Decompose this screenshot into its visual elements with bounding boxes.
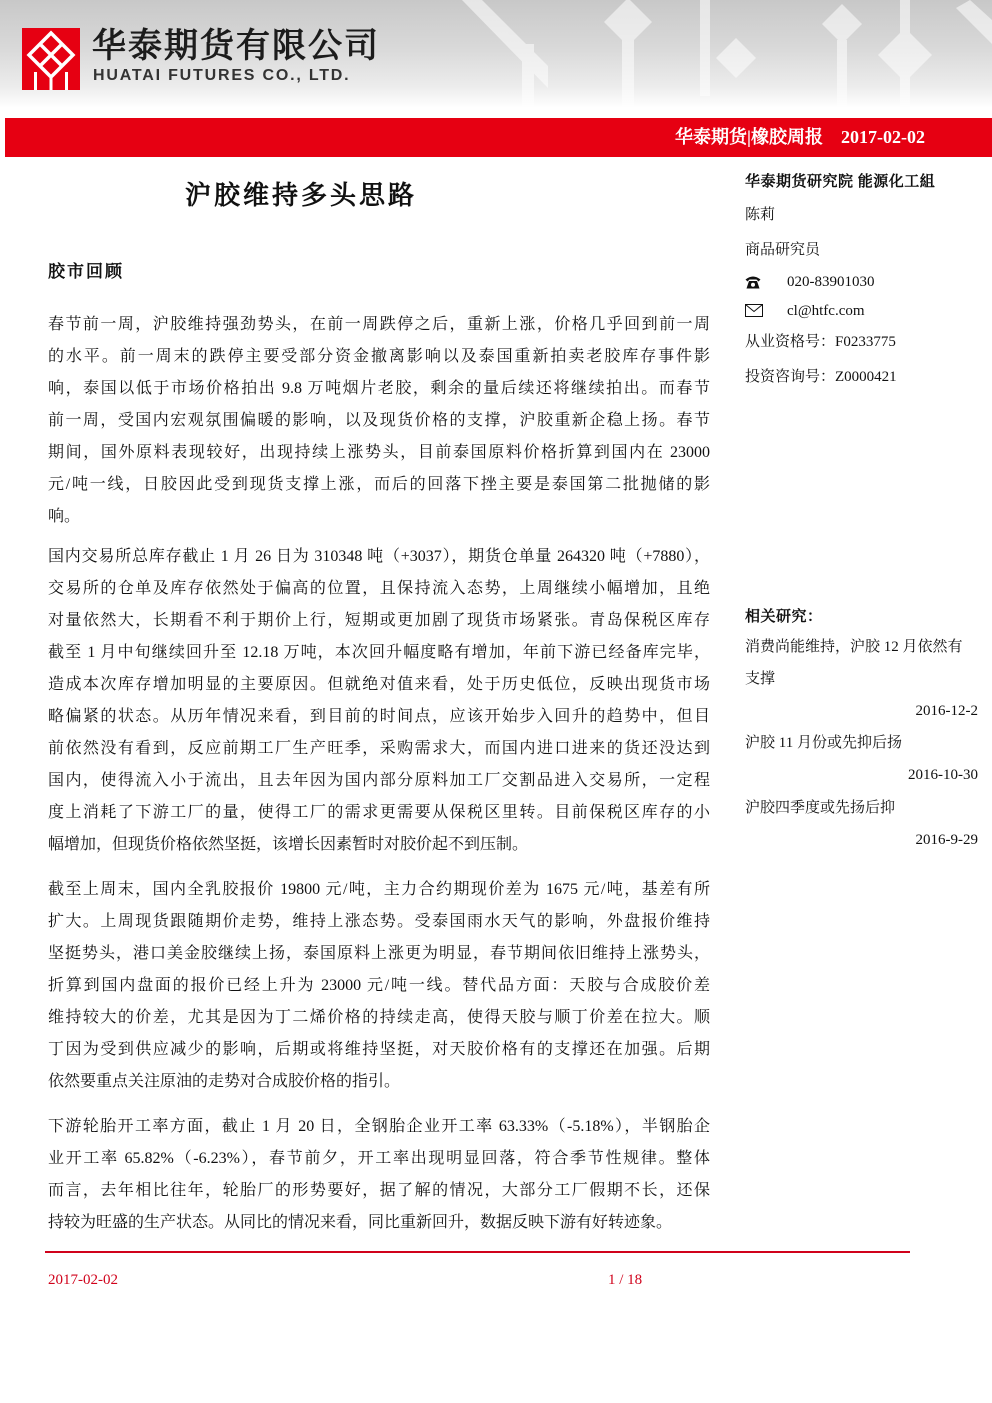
paragraph-line: 业开工率 65.82%（-6.23%），春节前夕，开工率出现明显回落，符合季节性规律。整体 (48, 1150, 710, 1167)
paragraph-line: 期间，国外原料表现较好，出现持续上涨势头，目前泰国原料价格折算到国内在 23000 (48, 444, 710, 461)
banner-text (675, 118, 925, 157)
paragraph-line: 前一周，受国内宏观氛围偏暖的影响，以及现货价格的支撑，沪胶重新企稳上扬。春节 (48, 412, 710, 429)
huatai-logo-icon (22, 28, 80, 90)
paragraph-line: 度上消耗了下游工厂的量，使得工厂的需求更需要从保税区里转。目前保税区库存的小 (48, 804, 710, 821)
analyst-title: 商品研究员 (745, 242, 821, 258)
paragraph-line: 丁因为受到供应减少的影响，后期或将维持坚挺，对天胶价格有的支撑还在加强。后期 (48, 1041, 710, 1058)
paragraph-line: 造成本次库存增加明显的主要原因。但就绝对值来看，处于历史低位，反映出现货市场 (48, 676, 710, 693)
company-name-en: HUATAI FUTURES CO., LTD. (93, 67, 351, 84)
paragraph-line: 扩大。上周现货跟随期价走势，维持上涨态势。受泰国雨水天气的影响，外盘报价维持 (48, 913, 710, 930)
footer-divider (45, 1251, 910, 1253)
report-title: 沪胶维持多头思路 (185, 181, 418, 210)
related-research-date: 2016-10-30 (908, 767, 978, 783)
company-name-cn: 华泰期货有限公司 (92, 26, 380, 66)
paragraph-line: 下游轮胎开工率方面，截止 1 月 20 日，全钢胎企业开工率 63.33%（-5.18%），半钢胎企 (48, 1118, 710, 1135)
paragraph-line: 截至 1 月中旬继续回升至 12.18 万吨，本次回升幅度略有增加，年前下游已经备库完毕， (48, 644, 710, 661)
body-paragraph (48, 309, 710, 533)
paragraph-line: 国内交易所总库存截止 1 月 26 日为 310348 吨（+3037），期货仓单量 264320 吨（+7880）， (48, 548, 710, 565)
body-paragraph (48, 1111, 710, 1239)
footer-date: 2017-02-02 (48, 1272, 118, 1288)
paragraph-line: 交易所的仓单及库存依然处于偏高的位置，且保持流入态势，上周继续小幅增加，且绝 (48, 580, 710, 597)
paragraph-line: 维持较大的价差，尤其是因为丁二烯价格的持续走高，使得天胶与顺丁价差在拉大。顺 (48, 1009, 710, 1026)
related-research-heading: 相关研究： (745, 609, 823, 625)
paragraph-line: 而言，去年相比往年，轮胎厂的形势要好，据了解的情况，大部分工厂假期不长，还保 (48, 1182, 710, 1199)
related-research-title: 沪胶 11 月份或先抑后扬 (745, 735, 902, 751)
envelope-icon (745, 304, 763, 317)
paragraph-line: 元/吨一线，日胶因此受到现货支撑上涨，而后的回落下挫主要是泰国第二批抛储的影 (48, 476, 710, 493)
paragraph-line: 响。 (48, 508, 81, 525)
paragraph-line: 幅增加，但现货价格依然坚挺，该增长因素暂时对胶价起不到压制。 (48, 836, 529, 853)
analyst-name: 陈莉 (745, 207, 776, 223)
body-paragraph (48, 541, 710, 861)
qualification-number: 从业资格号：F0233775 (745, 334, 896, 350)
report-date: 2017-02-02 (841, 127, 925, 147)
related-research-title: 沪胶四季度或先扬后抑 (745, 800, 896, 816)
paragraph-line: 依然要重点关注原油的走势对合成胶价格的指引。 (48, 1073, 401, 1090)
related-research-item (745, 727, 978, 791)
page-header (0, 0, 992, 108)
email-address: cl@htfc.com (787, 303, 865, 319)
phone-number: 020-83901030 (787, 274, 875, 290)
body-paragraph (48, 874, 710, 1098)
related-research-date: 2016-12-2 (915, 703, 978, 719)
paragraph-line: 春节前一周，沪胶维持强劲势头，在前一周跌停之后，重新上涨，价格几乎回到前一周 (48, 316, 710, 333)
paragraph-line: 略偏紧的状态。从历年情况来看，到目前的时间点，应该开始步入回升的趋势中，但目 (48, 708, 710, 725)
related-research-date: 2016-9-29 (915, 832, 978, 848)
related-research-item (745, 631, 978, 727)
paragraph-line: 截至上周末，国内全乳胶报价 19800 元/吨，主力合约期现价差为 1675 元/吨，基差有所 (48, 881, 710, 898)
related-research-item (745, 792, 978, 856)
paragraph-line: 的水平。前一周末的跌停主要受部分资金撤离影响以及泰国重新拍卖老胶库存事件影 (48, 348, 710, 365)
paragraph-line: 坚挺势头，港口美金胶继续上扬，泰国原料上涨更为明显，春节期间依旧维持上涨势头， (48, 945, 710, 962)
section-heading: 胶市回顾 (48, 262, 124, 281)
paragraph-line: 响，泰国以低于市场价格拍出 9.8 万吨烟片老胶，剩余的量后续还将继续拍出。而春节 (48, 380, 710, 397)
related-research-title: 消费尚能维持，沪胶 12 月依然有 (745, 639, 963, 655)
paragraph-line: 对量依然大，长期看不利于期价上行，短期或更加剧了现货市场紧张。青岛保税区库存 (48, 612, 710, 629)
research-department: 华泰期货研究院 能源化工組 (745, 174, 936, 190)
report-banner (5, 118, 992, 157)
related-research-title: 支撑 (745, 671, 776, 687)
paragraph-line: 前依然没有看到，反应前期工厂生产旺季，采购需求大，而国内进口进来的货还没达到 (48, 740, 710, 757)
consulting-number: 投资咨询号：Z0000421 (745, 369, 897, 385)
paragraph-line: 持较为旺盛的生产状态。从同比的情况来看，同比重新回升，数据反映下游有好转迹象。 (48, 1214, 673, 1231)
report-series-label: 华泰期货|橡胶周报 (675, 127, 823, 147)
paragraph-line: 国内，使得流入小于流出，且去年因为国内部分原料加工厂交割品进入交易所，一定程 (48, 772, 710, 789)
phone-icon (745, 275, 761, 289)
page-number: 1 / 18 (608, 1272, 643, 1288)
paragraph-line: 折算到国内盘面的报价已经上升为 23000 元/吨一线。替代品方面：天胶与合成胶价差 (48, 977, 710, 994)
